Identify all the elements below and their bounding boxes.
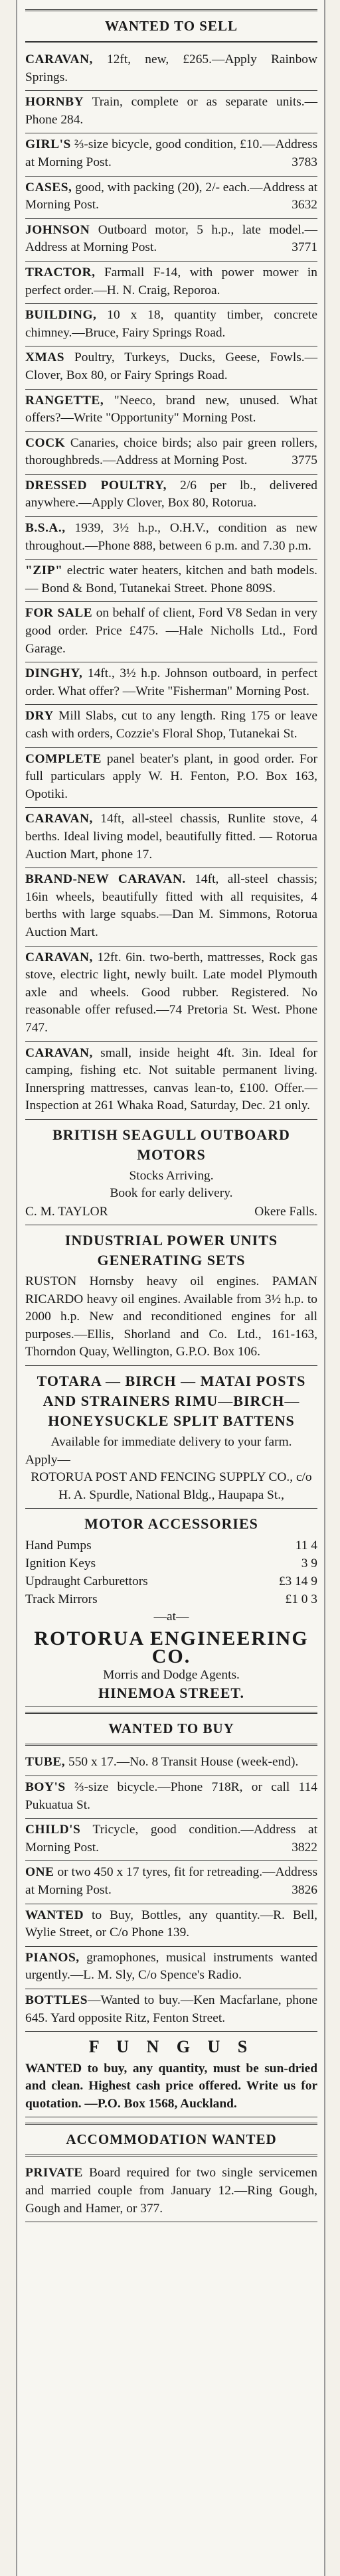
- accessory-row: [25, 1572, 317, 1590]
- ad-body-text: 10 x 18, quantity timber, concrete chimney.—Bruce, Fairy Springs Road.: [25, 308, 317, 340]
- ad-lead-word: BUILDING,: [25, 308, 97, 323]
- buy-ads-list: [25, 1751, 317, 2032]
- seagull-name: C. M. TAYLOR: [25, 1205, 108, 1219]
- classifieds-column: [17, 0, 324, 2222]
- sell-ad: [25, 662, 317, 705]
- ad-lead-word: FOR SALE: [25, 606, 93, 621]
- ad-lead-word: DINGHY,: [25, 666, 83, 681]
- ad-body-text: electric water heaters, kitchen and bath models. — Bond & Bond, Tutanekai Street. Phone 809S.: [25, 564, 317, 595]
- timber-heading: TOTARA — BIRCH — MATAI POSTS AND STRAINERS RIMU—BIRCH—HONEYSUCKLE SPLIT BATTENS: [37, 1373, 306, 1430]
- ad-lead-word: "ZIP": [25, 564, 63, 578]
- buy-ad: [25, 1861, 317, 1904]
- ad-lead-word: TRACTOR,: [25, 265, 96, 279]
- ad-reference-number: 3822: [292, 1840, 317, 1855]
- ad-fungus: [25, 2032, 317, 2117]
- ad-lead-word: XMAS: [25, 350, 65, 365]
- ad-body-text: good, with packing (20), 2/- each.—Address at Morning Post.: [25, 180, 317, 212]
- sell-ad: [25, 475, 317, 517]
- accessory-row: [25, 1554, 317, 1572]
- accessory-price: £3 14 9: [278, 1574, 317, 1589]
- ad-lead-word: CHILD'S: [25, 1823, 81, 1837]
- ad-body-text: gramophones, musical instruments wanted urgently.—L. M. Sly, C/o Spence's Radio.: [25, 1950, 317, 1983]
- accessory-row: [25, 1537, 317, 1554]
- ad-body-text: Poultry, Turkeys, Ducks, Geese, Fowls.—Clover, Box 80, or Fairy Springs Road.: [25, 350, 317, 382]
- power-units-text: RUSTON Hornsby heavy oil engines. PAMAN RICARDO heavy oil engines. Available from 3½ h.p. to 2000 h.p. New and reconditioned engines for all purposes.—Ellis, Shorland and Co. Ltd., 161-163, Thorndon Quay, Wellington, G.P.O. Box 106.: [25, 1274, 317, 1359]
- ad-body-text: Train, complete or as separate units.—Phone 284.: [25, 95, 317, 127]
- motor-accessories-heading: MOTOR ACCESSORIES: [84, 1515, 258, 1533]
- accessory-items-list: [25, 1537, 317, 1608]
- accessory-row: [25, 1590, 317, 1608]
- seagull-line1: Stocks Arriving.: [129, 1168, 214, 1183]
- sell-ad: [25, 602, 317, 662]
- seagull-heading: BRITISH SEAGULL OUTBOARD MOTORS: [52, 1126, 290, 1163]
- ad-motor-accessories: [25, 1509, 317, 1706]
- sell-ad: [25, 91, 317, 133]
- accessory-name: Ignition Keys: [25, 1556, 96, 1571]
- ad-body-text: Board required for two single servicemen and married couple from January 12.—Ring Gough, Gough and Hamer, or 377.: [25, 2166, 317, 2216]
- sell-ad: [25, 304, 317, 346]
- motor-accessories-at: —at—: [153, 1610, 189, 1624]
- ad-power-units: [25, 1225, 317, 1366]
- accessory-name: Hand Pumps: [25, 1539, 92, 1553]
- ad-reference-number: 3632: [292, 198, 317, 212]
- ad-body-text: 550 x 17.—No. 8 Transit House (week-end).: [65, 1755, 299, 1770]
- accommodation-ads-list: [25, 2162, 317, 2222]
- ad-lead-word: TUBE,: [25, 1755, 66, 1770]
- ad-lead-word: CARAVAN,: [25, 52, 93, 66]
- ad-body-text: ⅔-size bicycle.—Phone 718R, or call 114 Pukuatua St.: [25, 1780, 317, 1812]
- fungus-heading: F U N G U S: [88, 2037, 254, 2057]
- ad-body-text: Tricycle, good condition.—Address at Morning Post.: [25, 1823, 317, 1855]
- ad-lead-word: BOTTLES: [25, 1993, 88, 2007]
- ad-body-text: 12ft, new, £265.—Apply Rainbow Springs.: [25, 52, 317, 84]
- power-units-heading: INDUSTRIAL POWER UNITS GENERATING SETS: [64, 1232, 278, 1269]
- ad-lead-word: DRY: [25, 709, 54, 723]
- ad-body-text: 14ft, all-steel chassis; 16in wheels, beautifully fitted with all requisites, 4 berths with large squabs.—Dan M. Simmons, Rotorua Auction Mart.: [25, 872, 317, 939]
- ad-reference-number: 3771: [292, 240, 317, 255]
- ad-lead-word: BRAND-NEW CARAVAN.: [25, 872, 186, 887]
- ad-lead-word: PIANOS,: [25, 1950, 80, 1965]
- fungus-text: WANTED to buy, any quantity, must be sun-dried and clean. Highest cash price offered. Write us for quotation. —P.O. Box 1568, Auckland.: [25, 2061, 317, 2111]
- ad-reference-number: 3826: [292, 1882, 317, 1897]
- ad-body-text: 14ft., 3½ h.p. Johnson outboard, in perfect order. What offer? —Write "Fisherman" Morning Post.: [25, 666, 317, 698]
- ad-lead-word: B.S.A.,: [25, 521, 66, 536]
- ad-body-text: to Buy, Bottles, any quantity.—R. Bell, Wylie Street, or C/o Phone 139.: [25, 1908, 317, 1940]
- ad-body-text: 1939, 3½ h.p., O.H.V., condition as new throughout.—Phone 888, between 6 p.m. and 7.30 p.m.: [25, 521, 317, 553]
- buy-ad: [25, 1819, 317, 1861]
- sell-ad: [25, 947, 317, 1042]
- buy-ad: [25, 1904, 317, 1947]
- ad-lead-word: RANGETTE,: [25, 393, 104, 408]
- ad-lead-word: COCK: [25, 435, 66, 450]
- sell-ads-list: [25, 48, 317, 1120]
- ad-lead-word: ONE: [25, 1865, 54, 1880]
- ad-body-text: Farmall F-14, with power mower in perfect order.—H. N. Craig, Reporoa.: [25, 265, 317, 297]
- ad-body-text: Mill Slabs, cut to any length. Ring 175 or leave cash with orders, Cozzie's Floral Shop, Tutanekai St.: [25, 709, 317, 741]
- ad-timber-posts: [25, 1366, 317, 1509]
- ad-body-text: 14ft, all-steel chassis, Runlite stove, 4 berths. Ideal living model, beautifully fitted. — Rotorua Auction Mart, phone 17.: [25, 812, 317, 862]
- ad-lead-word: CARAVAN,: [25, 1045, 93, 1060]
- accessory-price: £1 0 3: [285, 1592, 317, 1607]
- sell-ad: [25, 346, 317, 389]
- sell-ad: [25, 560, 317, 602]
- sell-ad: [25, 705, 317, 747]
- seagull-contact-row: [25, 1203, 317, 1221]
- sell-ad: [25, 748, 317, 808]
- ad-british-seagull: [25, 1120, 317, 1225]
- sell-ad: [25, 868, 317, 946]
- rotorua-engineering-logo: ROTORUA ENGINEERING CO.: [34, 1628, 309, 1667]
- ad-body-text: 12ft. 6in. two-berth, mattresses, Rock gas stove, electric light, newly built. Late model Plymouth axle and wheels. Good rubber. Registered. No reasonable offer refused.—74 Pretoria St. West. Phone 747.: [25, 950, 317, 1035]
- section-header-accommodation-wanted: ACCOMMODATION WANTED: [25, 2123, 317, 2157]
- sell-ad: [25, 1042, 317, 1120]
- section-header-wanted-to-buy: WANTED TO BUY: [25, 1712, 317, 1746]
- classifieds-page: [16, 0, 325, 2576]
- ad-body-text: Canaries, choice birds; also pair green rollers, thoroughbreds.—Address at Morning Post.: [25, 435, 317, 468]
- ad-lead-word: BOY'S: [25, 1780, 66, 1794]
- motor-accessories-agents: Morris and Dodge Agents.: [103, 1668, 240, 1683]
- ad-body-text: ⅔-size bicycle, good condition, £10.—Address at Morning Post.: [25, 137, 317, 169]
- accessory-name: Track Mirrors: [25, 1592, 98, 1607]
- accessory-name: Updraught Carburettors: [25, 1574, 148, 1589]
- ad-body-text: or two 450 x 17 tyres, fit for retreading.—Address at Morning Post.: [25, 1865, 317, 1897]
- sell-ad: [25, 48, 317, 91]
- sell-ad: [25, 219, 317, 262]
- accessory-price: 3 9: [301, 1556, 317, 1571]
- sell-ad: [25, 517, 317, 560]
- ad-lead-word: DRESSED POULTRY,: [25, 478, 167, 492]
- ad-reference-number: 3783: [292, 155, 317, 169]
- ad-reference-number: 3775: [292, 453, 317, 468]
- timber-company: ROTORUA POST AND FENCING SUPPLY CO., c/o H. A. Spurdle, National Bldg., Haupapa St.,: [31, 1470, 312, 1502]
- ad-body-text: small, inside height 4ft. 3in. Ideal for camping, fishing etc. Not suitable permanent living. Innerspring mattresses, canvas lean-to, £100. Offer.—Inspection at 261 Whaka Road, Saturday, Dec. 21 only.: [25, 1045, 317, 1113]
- timber-line: Available for immediate delivery to your farm.: [50, 1435, 292, 1450]
- ad-lead-word: COMPLETE: [25, 751, 102, 766]
- sell-ad: [25, 177, 317, 219]
- ad-lead-word: WANTED: [25, 1908, 84, 1922]
- seagull-place: Okere Falls.: [254, 1205, 317, 1219]
- ad-body-text: —Wanted to buy.—Ken Macfarlane, phone 645. Yard opposite Ritz, Fenton Street.: [25, 1993, 317, 2025]
- ad-body-text: panel beater's plant, in good order. For full particulars apply W. H. Fenton, P.O. Box 163, Opotiki.: [25, 751, 317, 801]
- section-header-wanted-to-sell: WANTED TO SELL: [25, 9, 317, 43]
- motor-accessories-street: HINEMOA STREET.: [98, 1684, 244, 1701]
- buy-ad: [25, 1776, 317, 1819]
- accommodation-ad: [25, 2162, 317, 2222]
- ad-lead-word: CARAVAN,: [25, 812, 93, 826]
- buy-ad: [25, 1947, 317, 1989]
- buy-ad: [25, 1989, 317, 2032]
- ad-lead-word: PRIVATE: [25, 2166, 83, 2180]
- ad-lead-word: GIRL'S: [25, 137, 71, 152]
- ad-lead-word: CASES,: [25, 180, 72, 194]
- seagull-line2: Book for early delivery.: [110, 1186, 233, 1201]
- ad-body-text: Outboard motor, 5 h.p., late model.—Address at Morning Post.: [25, 222, 317, 255]
- ad-lead-word: HORNBY: [25, 95, 84, 110]
- sell-ad: [25, 262, 317, 304]
- ad-body-text: "Neeco, brand new, unused. What offers?—Write "Opportunity" Morning Post.: [25, 393, 317, 425]
- ad-body-text: on behalf of client, Ford V8 Sedan in very good order. Price £475. —Hale Nicholls Ltd., Ford Garage.: [25, 606, 317, 656]
- sell-ad: [25, 808, 317, 868]
- buy-ad: [25, 1751, 317, 1776]
- ad-lead-word: CARAVAN,: [25, 950, 93, 964]
- sell-ad: [25, 133, 317, 176]
- sell-ad: [25, 432, 317, 475]
- sell-ad: [25, 390, 317, 432]
- ad-lead-word: JOHNSON: [25, 222, 90, 237]
- timber-apply: Apply—: [25, 1452, 70, 1467]
- accessory-price: 11 4: [295, 1539, 317, 1553]
- ad-body-text: 2/6 per lb., delivered anywhere.—Apply Clover, Box 80, Rotorua.: [25, 478, 318, 510]
